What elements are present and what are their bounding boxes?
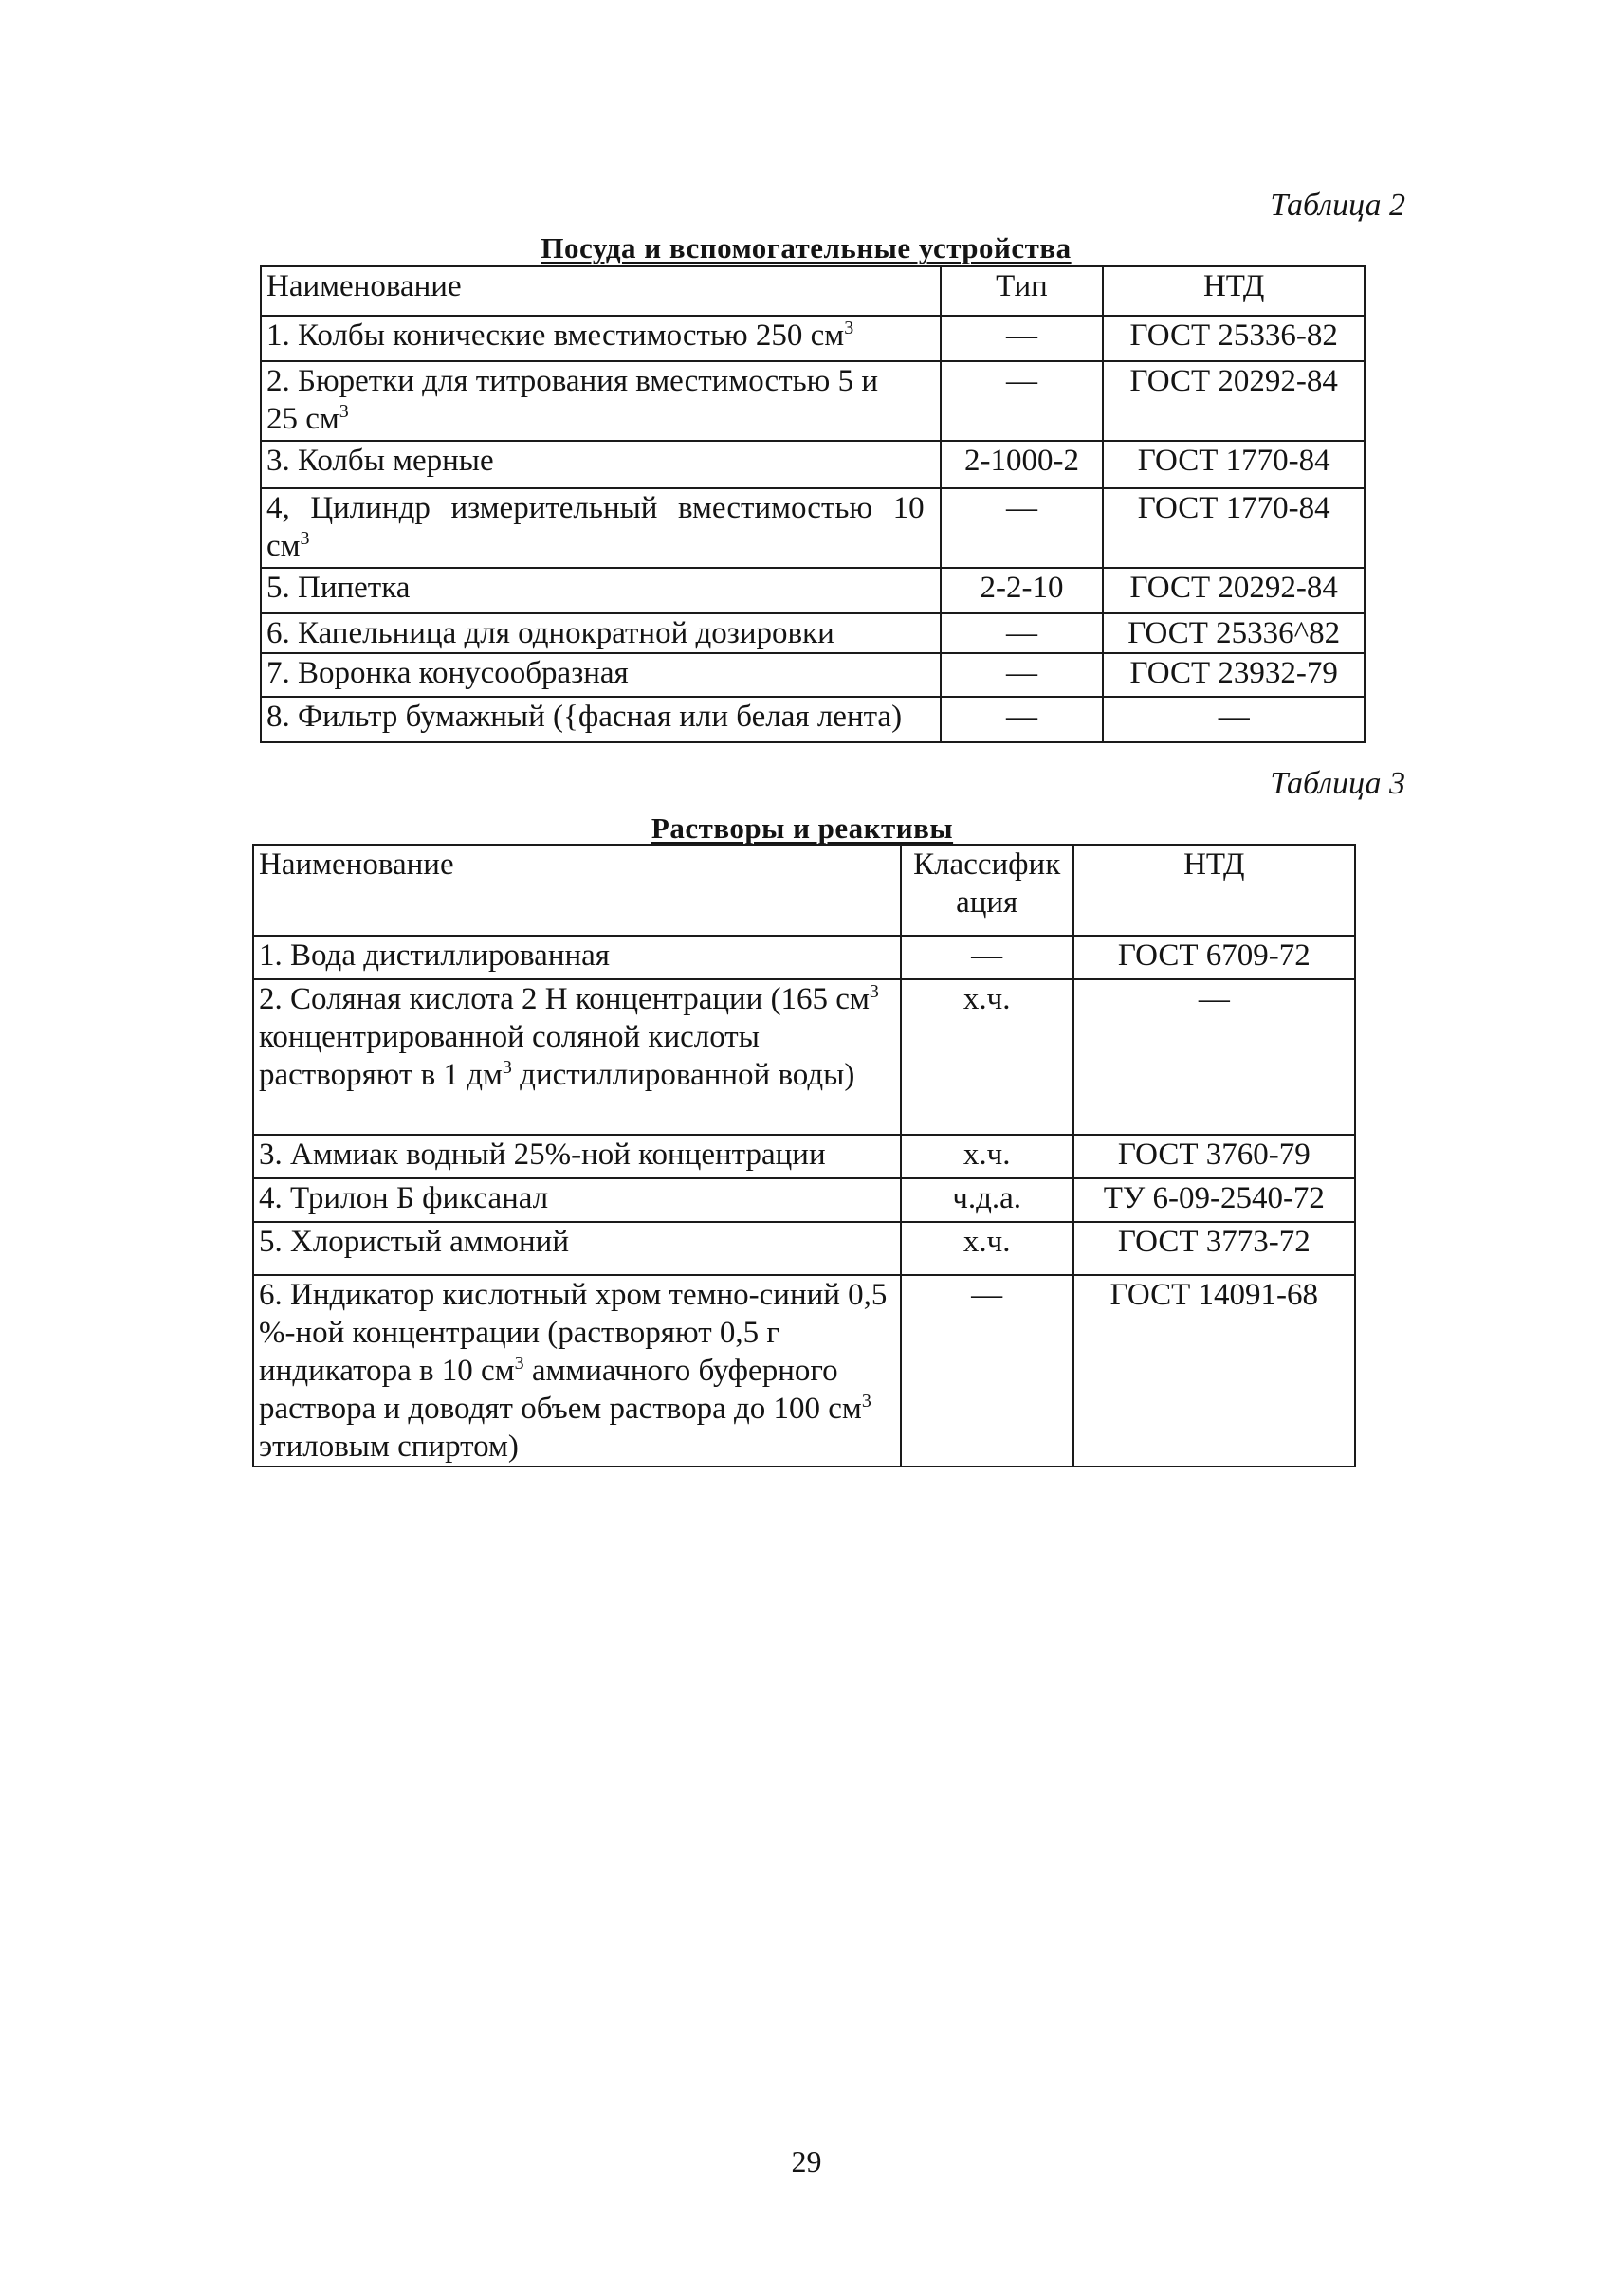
type-cell: — bbox=[941, 653, 1104, 697]
name-cell: 5. Пипетка bbox=[261, 568, 941, 613]
name-cell: 1. Вода дистиллированная bbox=[253, 936, 901, 979]
table-row bbox=[253, 936, 1355, 979]
name-cell: 3. Аммиак водный 25%-ной концентрации bbox=[253, 1135, 901, 1178]
type-cell: — bbox=[941, 488, 1104, 568]
class-cell: х.ч. bbox=[901, 1135, 1073, 1178]
name-cell: 7. Воронка конусообразная bbox=[261, 653, 941, 697]
name-cell: 5. Хлористый аммоний bbox=[253, 1222, 901, 1275]
type-cell: — bbox=[941, 361, 1104, 441]
table-row bbox=[261, 441, 1365, 488]
ntd-cell: ГОСТ 20292-84 bbox=[1103, 568, 1365, 613]
header-cell: НТД bbox=[1073, 845, 1355, 936]
header-cell: Наименование bbox=[253, 845, 901, 936]
type-cell: 2-2-10 bbox=[941, 568, 1104, 613]
class-cell: — bbox=[901, 1275, 1073, 1467]
table-row bbox=[253, 1135, 1355, 1178]
name-cell: 6. Индикатор кислотный хром темно-синий 0,5 %-ной концентрации (растворяют 0,5 г индикатора в 10 $см^3$ аммиачного буферного раствора и доводят объем раствора до 100 $см^3$ этиловым спиртом) bbox=[253, 1275, 901, 1467]
type-cell: — bbox=[941, 316, 1104, 361]
table-row bbox=[261, 697, 1365, 742]
ntd-cell: ГОСТ 6709-72 bbox=[1073, 936, 1355, 979]
ntd-cell: ГОСТ 1770-84 bbox=[1103, 488, 1365, 568]
ntd-cell: ГОСТ 23932-79 bbox=[1103, 653, 1365, 697]
ntd-cell: ГОСТ 1770-84 bbox=[1103, 441, 1365, 488]
name-cell: 6. Капельница для однократной дозировки bbox=[261, 613, 941, 653]
table-2-label: Таблица 2 bbox=[1270, 188, 1405, 223]
ntd-cell: ГОСТ 20292-84 bbox=[1103, 361, 1365, 441]
page-number: 29 bbox=[791, 2144, 822, 2178]
ntd-cell: ГОСТ 14091-68 bbox=[1073, 1275, 1355, 1467]
ntd-cell: ГОСТ 3773-72 bbox=[1073, 1222, 1355, 1275]
name-cell: 4, Цилиндр измерительный вместимостью 10 $см^3$ bbox=[261, 488, 941, 568]
header-cell: Наименование bbox=[261, 266, 941, 316]
table-row bbox=[261, 653, 1365, 697]
ntd-cell: ГОСТ 3760-79 bbox=[1073, 1135, 1355, 1178]
type-cell: 2-1000-2 bbox=[941, 441, 1104, 488]
ntd-cell: ТУ 6-09-2540-72 bbox=[1073, 1178, 1355, 1222]
table-row bbox=[253, 1275, 1355, 1467]
ntd-cell: ГОСТ 25336^82 bbox=[1103, 613, 1365, 653]
name-cell: 2. Соляная кислота 2 Н концентрации (165 $см^3$ концентрированной соляной кислоты растворяют в 1 $дм^3$ дистиллированной воды) bbox=[253, 979, 901, 1135]
table-row bbox=[253, 1178, 1355, 1222]
table-header-row bbox=[261, 266, 1365, 316]
table-row bbox=[253, 1222, 1355, 1275]
class-cell: х.ч. bbox=[901, 979, 1073, 1135]
table-row bbox=[261, 316, 1365, 361]
ntd-cell: — bbox=[1103, 697, 1365, 742]
name-cell: 4. Трилон Б фиксанал bbox=[253, 1178, 901, 1222]
table-row bbox=[261, 613, 1365, 653]
name-cell: 3. Колбы мерные bbox=[261, 441, 941, 488]
ntd-cell: — bbox=[1073, 979, 1355, 1135]
name-cell: 2. Бюретки для титрования вместимостью 5 и 25 $см^3$ bbox=[261, 361, 941, 441]
name-cell: 1. Колбы конические вместимостью 250 $см^3$ bbox=[261, 316, 941, 361]
ntd-cell: ГОСТ 25336-82 bbox=[1103, 316, 1365, 361]
table-3-title: Растворы и реактивы bbox=[651, 811, 954, 845]
table-row bbox=[261, 488, 1365, 568]
header-cell: Тип bbox=[941, 266, 1104, 316]
header-cell: Классифик ация bbox=[901, 845, 1073, 936]
table-header-row bbox=[253, 845, 1355, 936]
name-cell: 8. Фильтр бумажный ({фасная или белая лента) bbox=[261, 697, 941, 742]
header-cell: НТД bbox=[1103, 266, 1365, 316]
table-2 bbox=[260, 265, 1366, 743]
table-3-label: Таблица 3 bbox=[1270, 766, 1405, 801]
class-cell: — bbox=[901, 936, 1073, 979]
type-cell: — bbox=[941, 697, 1104, 742]
table-row bbox=[261, 568, 1365, 613]
table-2-title: Посуда и вспомогательные устройства bbox=[541, 231, 1072, 264]
table-row bbox=[253, 979, 1355, 1135]
table-row bbox=[261, 361, 1365, 441]
class-cell: ч.д.а. bbox=[901, 1178, 1073, 1222]
class-cell: х.ч. bbox=[901, 1222, 1073, 1275]
type-cell: — bbox=[941, 613, 1104, 653]
table-3 bbox=[252, 844, 1356, 1467]
